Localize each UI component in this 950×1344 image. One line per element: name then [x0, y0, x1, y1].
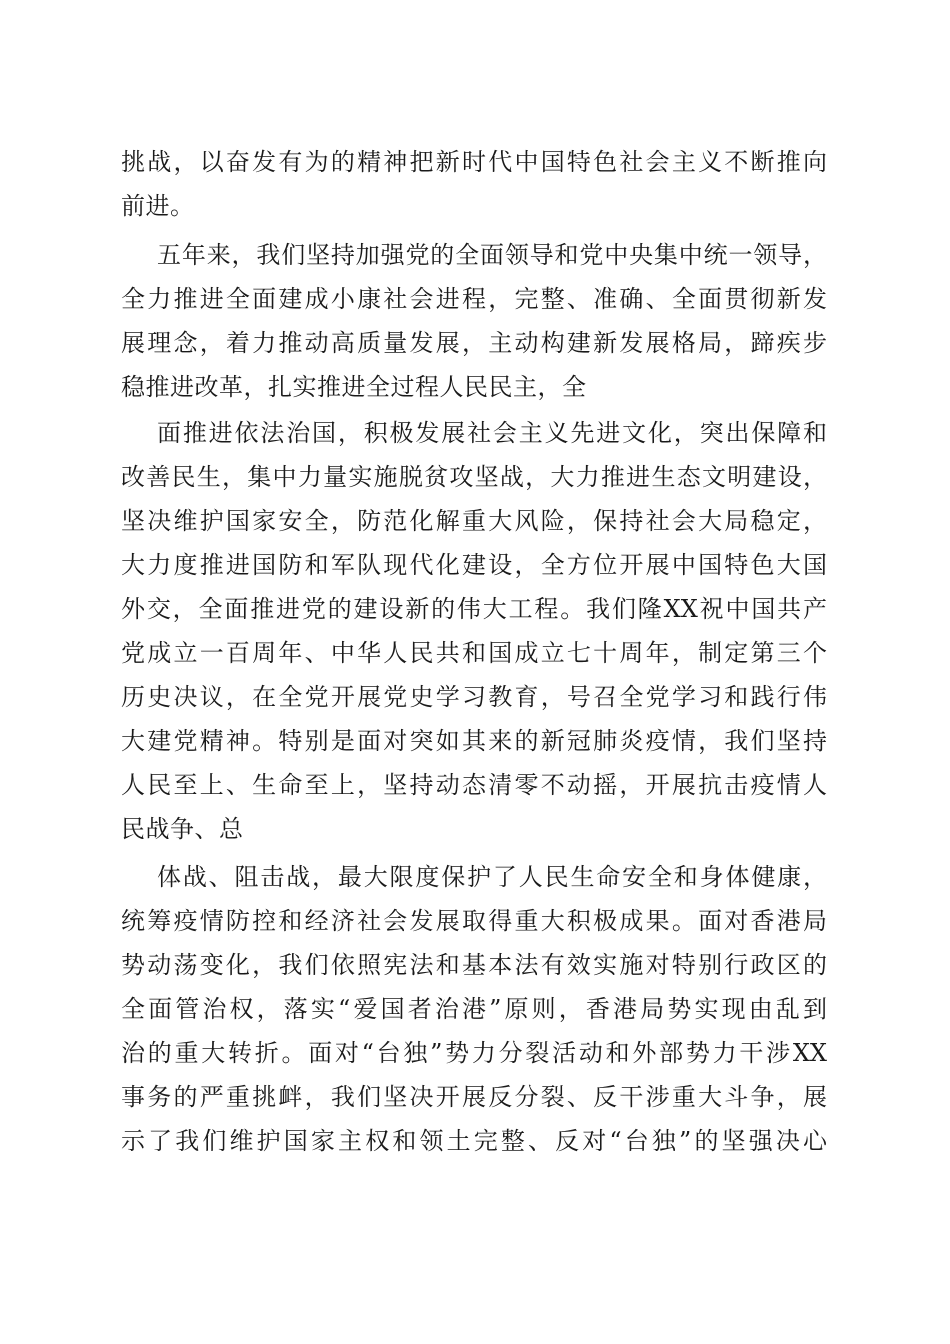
- text-line: 展理念，着力推动高质量发展，主动构建新发展格局，蹄疾步: [121, 329, 827, 357]
- text-line: 坚决维护国家安全，防范化解重大风险，保持社会大局稳定，: [121, 507, 827, 535]
- text-line: 示了我们维护国家主权和领土完整、反对“台独”的坚强决心: [121, 1127, 827, 1155]
- text-line: 前进。: [121, 192, 195, 220]
- text-line: 体战、阻击战，最大限度保护了人民生命安全和身体健康，: [157, 863, 827, 891]
- text-line: 全力推进全面建成小康社会进程，完整、准确、全面贯彻新发: [121, 285, 827, 313]
- text-line: 全面管治权，落实“爱国者治港”原则，香港局势实现由乱到: [121, 995, 827, 1023]
- text-line: 面推进依法治国，积极发展社会主义先进文化，突出保障和: [157, 419, 827, 447]
- text-line: 治的重大转折。面对“台独”势力分裂活动和外部势力干涉XX: [121, 1039, 827, 1067]
- text-line: 挑战，以奋发有为的精神把新时代中国特色社会主义不断推向: [121, 148, 827, 176]
- text-line: 势动荡变化，我们依照宪法和基本法有效实施对特别行政区的: [121, 951, 827, 979]
- text-line: 大建党精神。特别是面对突如其来的新冠肺炎疫情，我们坚持: [121, 727, 827, 755]
- text-line: 稳推进改革，扎实推进全过程人民民主，全: [121, 373, 587, 401]
- text-line: 改善民生，集中力量实施脱贫攻坚战，大力推进生态文明建设，: [121, 463, 827, 491]
- text-line: 民战争、总: [121, 815, 244, 843]
- text-line: 事务的严重挑衅，我们坚决开展反分裂、反干涉重大斗争，展: [121, 1083, 827, 1111]
- text-line: 人民至上、生命至上，坚持动态清零不动摇，开展抗击疫情人: [121, 771, 827, 799]
- text-line: 外交，全面推进党的建设新的伟大工程。我们隆XX祝中国共产: [121, 595, 827, 623]
- text-line: 党成立一百周年、中华人民共和国成立七十周年，制定第三个: [121, 639, 827, 667]
- text-line: 五年来，我们坚持加强党的全面领导和党中央集中统一领导，: [157, 241, 827, 269]
- text-line: 统筹疫情防控和经济社会发展取得重大积极成果。面对香港局: [121, 907, 827, 935]
- text-line: 历史决议，在全党开展党史学习教育，号召全党学习和践行伟: [121, 683, 827, 711]
- text-line: 大力度推进国防和军队现代化建设，全方位开展中国特色大国: [121, 551, 827, 579]
